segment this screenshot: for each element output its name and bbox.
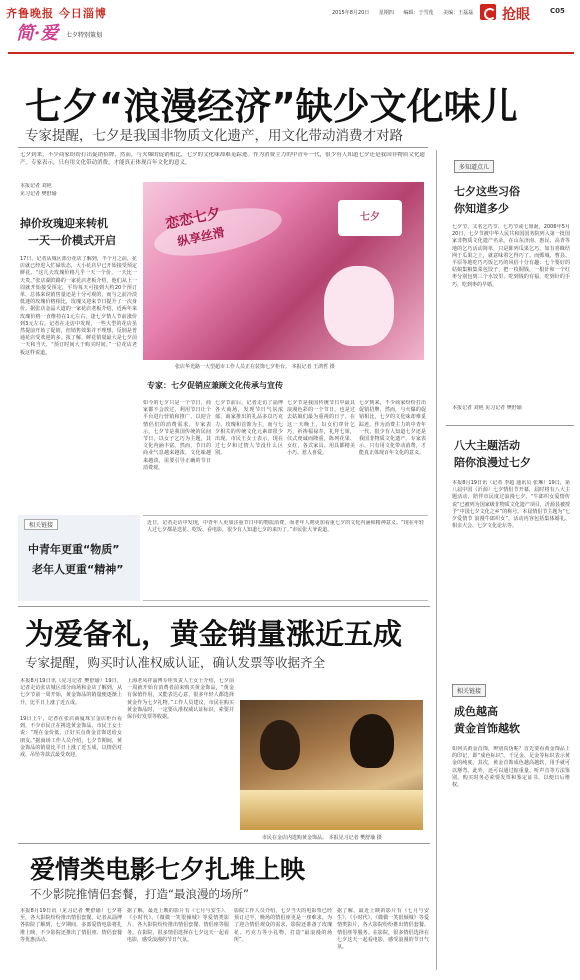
story1-body-col3: 七夕节前后，记者走访了淄博各大商场，发现节日气氛浓郁，商家推出的礼品多以巧克力、玫瑰和首饰为主，而与七夕相关的传统文化元素却很少出现。市民王女士表示，现在过七夕和过情人节没什么区别。: [215, 400, 283, 457]
issue-editor: 编辑：于雪莲: [403, 10, 434, 16]
photo-person-1: [260, 720, 300, 770]
photo-shop-sign: 七夕: [338, 200, 402, 236]
photo-plush-bear: [324, 266, 394, 346]
story1-photo: [143, 182, 424, 360]
photo-ribbon-line1: 恋恋七夕: [164, 205, 223, 233]
story1-body-col1: 17日，记者从城区部分花店了解到，半个月之前，花店就已经进入忙碌状态，大小花店早已开始接受预定鲜花。“这几天玫瑰价格几乎一天一个价，一天比一天贵。”张店湖滨路的一家花店老板介绍，他们从上一周就开始接受预定，平均每天可接到大约20个预订单，总体来说销售量还是十分可观的，而与之前冷淡低迷的玫瑰价格相比，玫瑰又迎来节日提升了一次身价。据张店金晶大道的一家花店老板介绍，近两年来玫瑰价格一直维持在1元左右，逢七夕情人节前涨价到3元左右。记者在走访中发现，一些大型的花店虽然提前开始了促销，但销售效果并不理想，反倒是普通花店受欢迎的多。报了解，鲜花销量最大是七夕前一天和当天，“预订时间大于购买时间。”一位花店老板这样说道。: [20, 256, 137, 356]
sidebar3-tag: 相关链接: [452, 684, 486, 697]
story1-subhead-a: 掉价玫瑰迎来转机: [20, 217, 108, 230]
story2-top-divider: [18, 606, 430, 607]
story3-body-col2: 据了解，最近上映的影片有《七月与安生》、《小时代》、《微微一笑很倾城》等爱情类影片，各大影院纷纷推出情侣套餐、情侣座等服务。在影院，很多情侣选择在七夕这天一起看电影，感受浪漫的节日气氛。: [127, 908, 229, 943]
photo-jewelry-counter: [240, 790, 423, 830]
story1-body-col5: 七夕到来，不少商家纷纷打出促销招牌，然而，与火爆的促销相比，七夕的文化味却难觅踪迹。作为消费主力的中青年一代，很少有人知道七夕还是我国非物质文化遗产。专家表示，只有用文化带动消费，才能真正体现百年文化的意义。: [359, 400, 426, 457]
sidebar-divider: [436, 150, 437, 970]
story3-body-col4: 据了解，最近上映的影片有《七月与安生》、《小时代》、《微微一笑很倾城》等爱情类影片，各大影院纷纷推出情侣套餐、情侣座等服务。在影院，很多情侣选择在七夕这天一起看电影，感受浪漫的节日气氛。: [337, 908, 429, 951]
story1-body-col4: 七夕节是我国传统节日中最具浪漫色彩的一个节日，也是过去姑娘们最为重视的日子。在这一天晚上，妇女们穿针乞巧，祈祷福禄寿，礼拜七姐，仪式虔诚而隆重，陈列花果、女红，各式家具、用具都精美小巧、惹人喜爱。: [287, 400, 355, 457]
story1-byline-2: 见习记者 樊舒瑜: [20, 191, 57, 197]
sidebar3-title-1: 成色越高: [454, 705, 498, 718]
issue-weekday: 星期四: [378, 10, 394, 16]
related-link-label: 相关链接: [24, 519, 58, 530]
newspaper-masthead: 齐鲁晚报 今日淄博: [6, 7, 107, 20]
photo-person-2: [350, 714, 394, 768]
story3-body-col3: 影院工作人员介绍，七夕当天的电影票已经预订过半，晚场的情侣座更是一座难求。为了迎合情侣观众的需求，影院还准备了玫瑰花、巧克力等小礼物，打造“最浪漫的场所”。: [234, 908, 332, 943]
column-logo: 简·爱: [16, 23, 59, 44]
story3-subheadline: 不少影院推情侣套餐，打造“最浪漫的场所”: [30, 887, 249, 901]
sidebar1-byline: 本报记者 刘艳 见习记者 樊舒瑜: [452, 405, 522, 411]
story1-headline: 七夕“浪漫经济”缺少文化味儿: [25, 85, 518, 128]
story1-expert-head: 专家：七夕促销应兼顾文化传承与宣传: [147, 381, 283, 390]
issue-meta: [332, 9, 481, 16]
sidebar2-title-1: 八大主题活动: [454, 439, 520, 452]
story1-lead: 七夕到来，不少商家纷纷打出促销招牌，然而，与火爆的促销相比，七夕的文化味却难觅踪迹。作为消费主力的中青年一代，很少有人知道七夕还是我国非物质文化遗产。专家表示，只有用文化带动消费，才能真正体现百年文化的意义。: [20, 152, 425, 166]
sidebar1-tag: 多知道点儿: [454, 160, 494, 173]
story2-body-col2: 上海老凤祥淄博专柜负责人王女士介绍，七夕前一周就开始有消费者前来购买黄金饰品，“黄金有保值作用，又能表达心意，很多年轻人都选择黄金作为七夕礼物。”工作人员建议，市民在购买黄金饰品时，一定要认准权威认证标识，索要并保存好发票等收据。: [127, 678, 234, 721]
section-logo-icon: [480, 4, 496, 20]
related-link-box: [18, 515, 140, 601]
sidebar1-title-1: 七夕这些习俗: [454, 185, 520, 198]
story3-headline: 爱情类电影七夕扎堆上映: [30, 855, 306, 884]
sidebar3-body: 如何买黄金首饰，辨别真伪呢？首先要看黄金饰品上的印记，即“成色标识”。千足金、足金等标识表示黄金的纯度。其次，黄金首饰成色越高越软，用手就可以掰弯。此外，还可以通过掂重量、听声音等方法鉴别。购买时务必索要发票和鉴定证书，以便日后维权。: [452, 746, 570, 789]
story3-body-col1: 本报8月19日讯（见习记者 樊舒瑜）七夕将至，各大影院纷纷推出情侣套餐。记者从淄博各影院了解到，七夕期间，多部爱情电影将扎堆上映，不少影院还推出了情侣座、情侣套餐等优惠活动。: [20, 908, 122, 943]
section-name: 抢眼: [502, 7, 530, 23]
story1-body-col2: 如今的七夕只是一个节日，商家都不会放过，利用节日让个平台进行营销和推广，以迎合情侣们的消费需求。专家表示，七夕节是我国传统的民间节日，以女子乞巧为主题，其文化内涵丰富。然而，节日的商业气息越来越浓，文化味越来越淡，需要引导正确的节日消费观。: [143, 400, 211, 471]
story1-subheadline: 专家提醒，七夕是我国非物质文化遗产，用文化带动消费才对路: [25, 128, 403, 144]
issue-date: 2015年8月20日: [332, 10, 370, 16]
story2-body-col1: 19日上午，记者在张店商厦珠宝金店柜台看到，不少市民正在挑选黄金饰品。市民王女士说：“现在金价低，正好买点黄金首饰送给女朋友。”据商场工作人员介绍，七夕节期间，黄金饰品的销量比平日上涨了近五成，以情侣对戒、吊坠等款式最受欢迎。: [20, 716, 122, 759]
sidebar-divider-2: [446, 425, 574, 426]
sidebar1-body: 七夕节，又名乞巧节、七巧节或七姐诞，2006年5月20日，七夕节被中华人民共和国国务院列入第一批国家非物质文化遗产名录。在山东济南、惠民、高青等地的乞巧活动简单，只是陈列瓜果乞巧，如有喜蛛结网于瓜果之上，就意味着乞得巧了。而鄄城、曹县、平原等地吃巧巧饭乞巧的风俗十分有趣：七个要好的姑娘集粮集菜包饺子，把一枚铜钱、一根针和一个红枣分别包到三个水饺里，吃到钱的有福，吃到针的手巧，吃到枣的早婚。: [452, 224, 570, 288]
story1-photo-caption: 张店华光路一大型超市工作人员正在装饰七夕柜台。 本报记者 王鸿哲 摄: [175, 364, 335, 370]
story2-photo-caption: 市民在金店内选购黄金饰品。 本报见习记者 樊舒瑜 摄: [262, 835, 382, 841]
story2-byline-body: 本报8月19日讯（见习记者 樊舒瑜）19日，记者走访张店城区部分商场和金店了解到，从七夕节前一周开始，黄金饰品的销量便逐渐上升，比平日上涨了近五成。: [20, 678, 122, 706]
sidebar2-title-2: 陪你浪漫过七夕: [454, 456, 531, 469]
story2-photo: [240, 700, 423, 830]
story1-subhead-b: 一天一价模式开启: [28, 234, 116, 247]
story2-subheadline: 专家提醒，购买时认准权威认证，确认发票等收据齐全: [25, 655, 326, 670]
sidebar1-title-2: 你知道多少: [454, 202, 509, 215]
photo-ribbon-line2: 纵享丝滑: [176, 225, 227, 249]
story3-top-divider: [18, 843, 430, 844]
header-divider: [8, 52, 574, 54]
column-label: 七夕特别策划: [66, 32, 103, 39]
story1-byline-1: 本报记者 刘艳: [20, 183, 52, 189]
related-link-line1: 中青年更重“物质”: [28, 543, 120, 556]
story1-divider: [18, 147, 428, 148]
related-quote-text: 近日，记者走访中发现，中青年人更加注重节日中的物质消费，而老年人则更加看重七夕的文化内涵和精神意义。“现在年轻人过七夕都是送花、吃饭、看电影，很少有人知道七夕的来历了。”市民张大爷说道。: [147, 520, 424, 534]
sidebar3-title-2: 黄金首饰越软: [454, 722, 520, 735]
sidebar2-body: 本报8月19日讯（记者 李超 通讯员 张琳）19日，第八届中国（沂源）七夕情侣节开幕，届时将有八大主题活动，陪伴市民度过浪漫七夕。“牛郎织女爱情传说”已被列为国家级非物质文化遗产项目，沂源县被授予“中国七夕文化之乡”的称号。本届情侣节主题为“七夕爱情节 浪漫牛郎织女”，活动内容包括集体婚礼、相亲大会、七夕文化论坛等。: [452, 480, 570, 530]
related-link-line2: 老年人更重“精神”: [32, 563, 124, 576]
page-number: C05: [550, 7, 565, 15]
story2-headline: 为爱备礼，黄金销量涨近五成: [25, 617, 403, 651]
related-quote-box: [143, 515, 428, 601]
issue-designer: 美编：王磊磊: [443, 10, 474, 16]
